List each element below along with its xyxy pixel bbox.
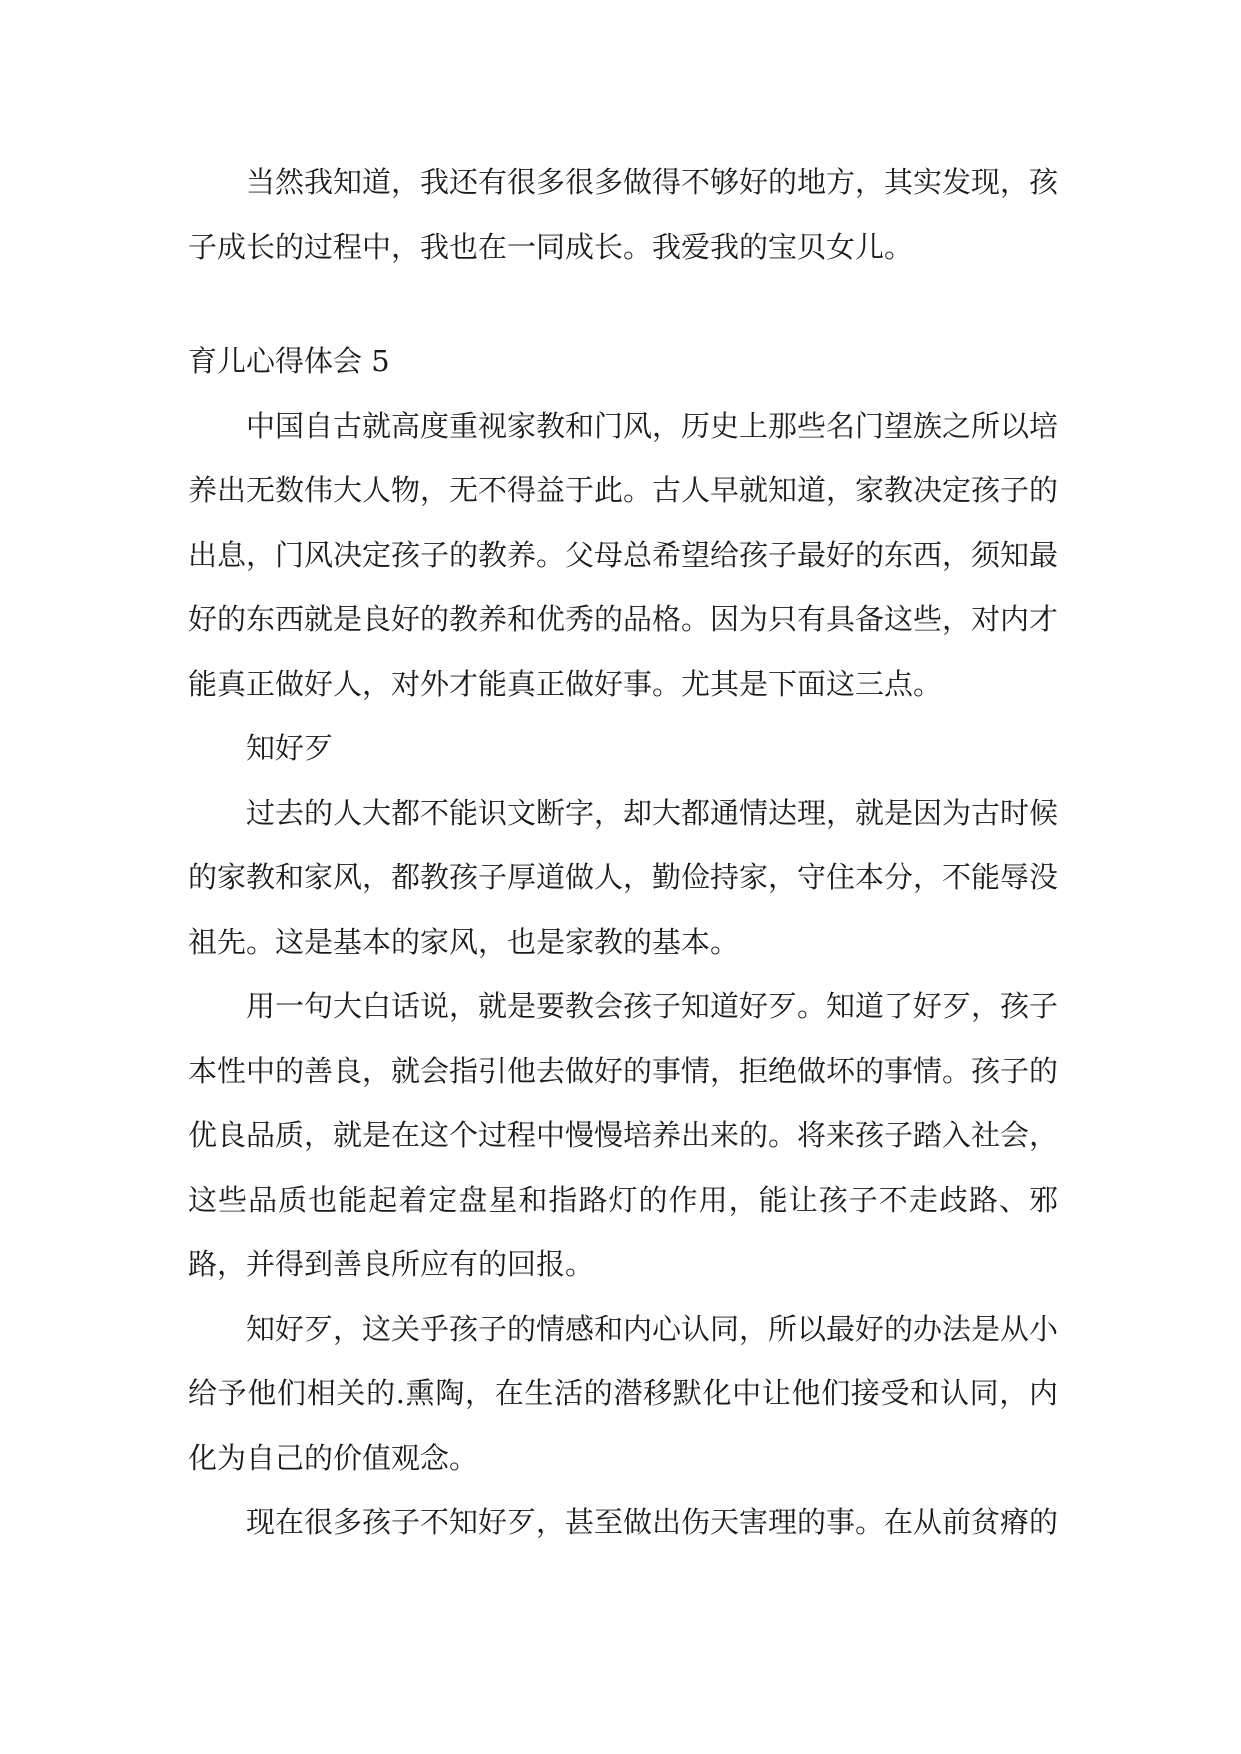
subheading-know-right-wrong: 知好歹 [246, 731, 334, 765]
paragraph-modern-children: 现在很多孩子不知好歹，甚至做出伤天害理的事。在从前贫瘠的 [246, 1505, 1059, 1539]
section-spacer [188, 279, 1058, 329]
paragraph-teach-good-bad: 用一句大白话说，就是要教会孩子知道好歹。知道了好歹，孩子本性中的善良，就会指引他去做好的事情，拒绝做坏的事情。孩子的优良品质，就是在这个过程中慢慢培养出来的。将来孩子踏入社会，这些品质也能起着定盘星和指路灯的作用，能让孩子不走歧路、邪路，并得到善良所应有的回报。 [188, 989, 1059, 1281]
paragraph-closing-reflection: 当然我知道，我还有很多很多做得不够好的地方，其实发现，孩子成长的过程中，我也在一同成长。我爱我的宝贝女儿。 [188, 165, 1059, 264]
paragraph-family-tradition: 中国自古就高度重视家教和门风，历史上那些名门望族之所以培养出无数伟大人物，无不得益于此。古人早就知道，家教决定孩子的出息，门风决定孩子的教养。父母总希望给孩子最好的东西，须知最好的东西就是良好的教养和优秀的品格。因为只有具备这些，对内才能真正做好人，对外才能真正做好事。尤其是下面这三点。 [188, 408, 1059, 701]
paragraph-ancient-upbringing: 过去的人大都不能识文断字，却大都通情达理，就是因为古时候的家教和家风，都教孩子厚道做人，勤俭持家，守住本分，不能辱没祖先。这是基本的家风，也是家教的基本。 [188, 795, 1059, 959]
document-body [188, 150, 1058, 1555]
paragraph-emotional-identity: 知好歹，这关乎孩子的情感和内心认同，所以最好的办法是从小给予他们相关的.熏陶，在生活的潜移默化中让他们接受和认同，内化为自己的价值观念。 [188, 1311, 1059, 1475]
section-title: 育儿心得体会 5 [188, 344, 390, 378]
